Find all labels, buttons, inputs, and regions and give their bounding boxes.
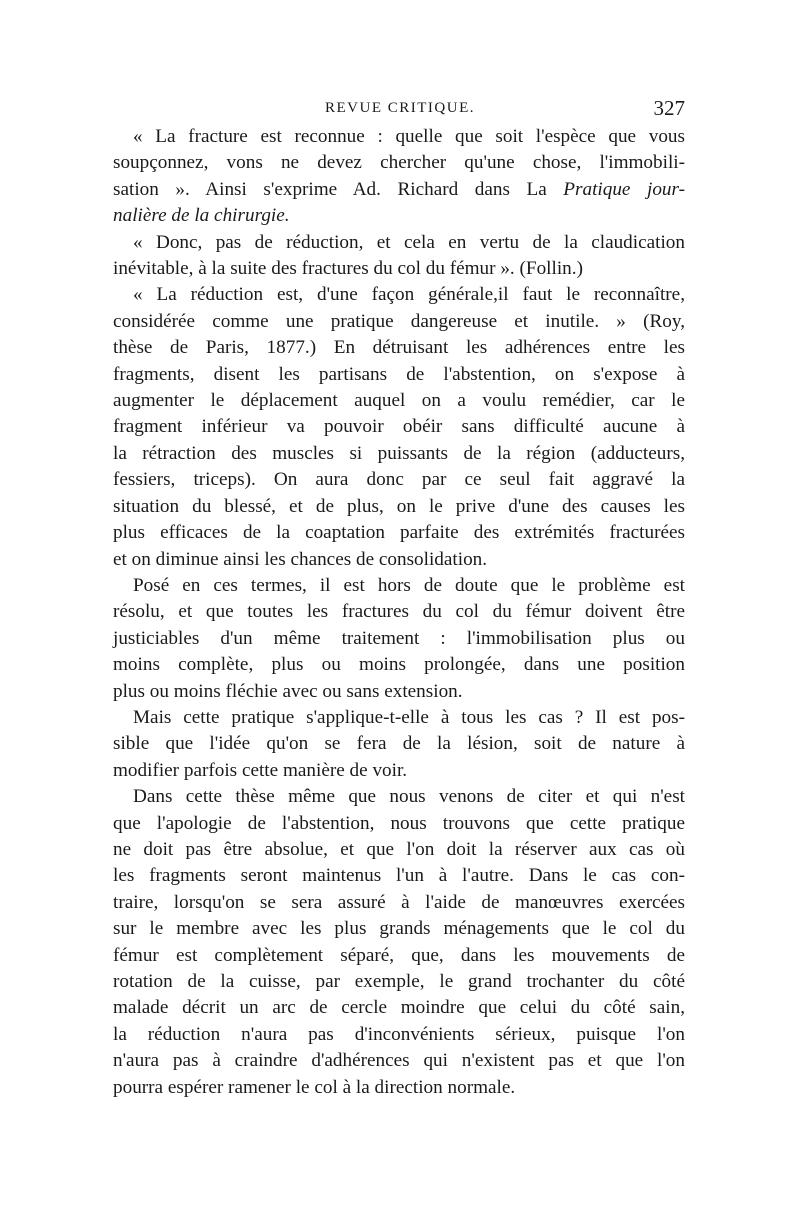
text-line: sur le membre avec les plus grands ménagements que le col du <box>113 918 685 940</box>
text-line: fragments, disent les partisans de l'abstention, on s'expose à <box>113 363 685 385</box>
text-line: « La fracture est reconnue : quelle que soit l'espèce que vous <box>133 126 685 147</box>
book-page <box>113 96 685 1101</box>
text-line: traire, lorsqu'on se sera assuré à l'aide de manœuvres exercées <box>113 891 685 913</box>
running-title: REVUE CRITIQUE. <box>325 100 475 116</box>
text-line: Posé en ces termes, il est hors de doute que le problème est <box>133 574 685 596</box>
text-line: considérée comme une pratique dangereuse et inutile. » (Roy, <box>113 310 685 332</box>
italic-title: nalière de la chirurgie. <box>113 205 290 227</box>
text-line: Mais cette pratique s'applique-t-elle à tous les cas ? Il est pos- <box>133 706 685 728</box>
text-line: inévitable, à la suite des fractures du col du fémur ». (Follin.) <box>113 258 583 280</box>
text-line: justiciables d'un même traitement : l'immobilisation plus ou <box>113 627 685 649</box>
text-line: plus efficaces de la coaptation parfaite des extrémités fracturées <box>113 522 685 544</box>
running-head <box>113 96 685 124</box>
text-line: les fragments seront maintenus l'un à l'autre. Dans le cas con- <box>113 865 685 887</box>
text-line: Dans cette thèse même que nous venons de citer et qui n'est <box>133 786 685 808</box>
text-line: situation du blessé, et de plus, on le prive d'une des causes les <box>113 495 685 517</box>
text-line: fémur est complètement séparé, que, dans les mouvements de <box>113 944 685 966</box>
paragraph-5 <box>113 705 685 784</box>
text-line: fessiers, triceps). On aura donc par ce seul fait aggravé la <box>113 469 685 491</box>
text-line: augmenter le déplacement auquel on a voulu remédier, car le <box>113 390 685 412</box>
text-line: modifier parfois cette manière de voir. <box>113 759 408 781</box>
text-line: et on diminue ainsi les chances de consolidation. <box>113 548 488 570</box>
text-line: soupçonnez, vons ne devez chercher qu'une chose, l'immobili- <box>113 152 685 174</box>
text-line: plus ou moins fléchie avec ou sans extension. <box>113 680 463 702</box>
text-line: la rétraction des muscles si puissants de la région (adducteurs, <box>113 442 685 464</box>
text-line: « Donc, pas de réduction, et cela en vertu de la claudication <box>133 231 685 253</box>
paragraph-3 <box>113 282 685 572</box>
text-line: fragment inférieur va pouvoir obéir sans difficulté aucune à <box>113 416 685 438</box>
text-line: pourra espérer ramener le col à la direction normale. <box>113 1076 516 1098</box>
text-segment: sation ». Ainsi s'exprime Ad. Richard dans La <box>113 178 547 200</box>
italic-title: Pratique jour- <box>546 178 685 200</box>
text-line: sible que l'idée qu'on se fera de la lésion, soit de nature à <box>113 733 685 755</box>
text-line: rotation de la cuisse, par exemple, le grand trochanter du côté <box>113 971 685 992</box>
text-line: résolu, et que toutes les fractures du col du fémur doivent être <box>113 601 685 623</box>
text-line <box>113 203 685 229</box>
text-line: malade décrit un arc de cercle moindre que celui du côté sain, <box>113 997 685 1019</box>
text-line: n'aura pas à craindre d'adhérences qui n'existent pas et que l'on <box>113 1050 685 1072</box>
text-line: moins complète, plus ou moins prolongée, dans une position <box>113 654 685 676</box>
paragraph-2 <box>113 230 685 283</box>
page-number: 327 <box>653 96 685 120</box>
paragraph-6 <box>113 784 685 1101</box>
paragraph-1 <box>113 124 685 230</box>
text-line: « La réduction est, d'une façon générale,il faut le reconnaître, <box>133 284 685 306</box>
text-line <box>113 177 685 203</box>
body-text <box>113 124 685 1101</box>
paragraph-4 <box>113 573 685 705</box>
text-line: ne doit pas être absolue, et que l'on doit la réserver aux cas où <box>113 838 685 860</box>
text-line: thèse de Paris, 1877.) En détruisant les adhérences entre les <box>113 337 685 359</box>
text-line: la réduction n'aura pas d'inconvénients sérieux, puisque l'on <box>113 1023 685 1045</box>
text-line: que l'apologie de l'abstention, nous trouvons que cette pratique <box>113 812 685 834</box>
